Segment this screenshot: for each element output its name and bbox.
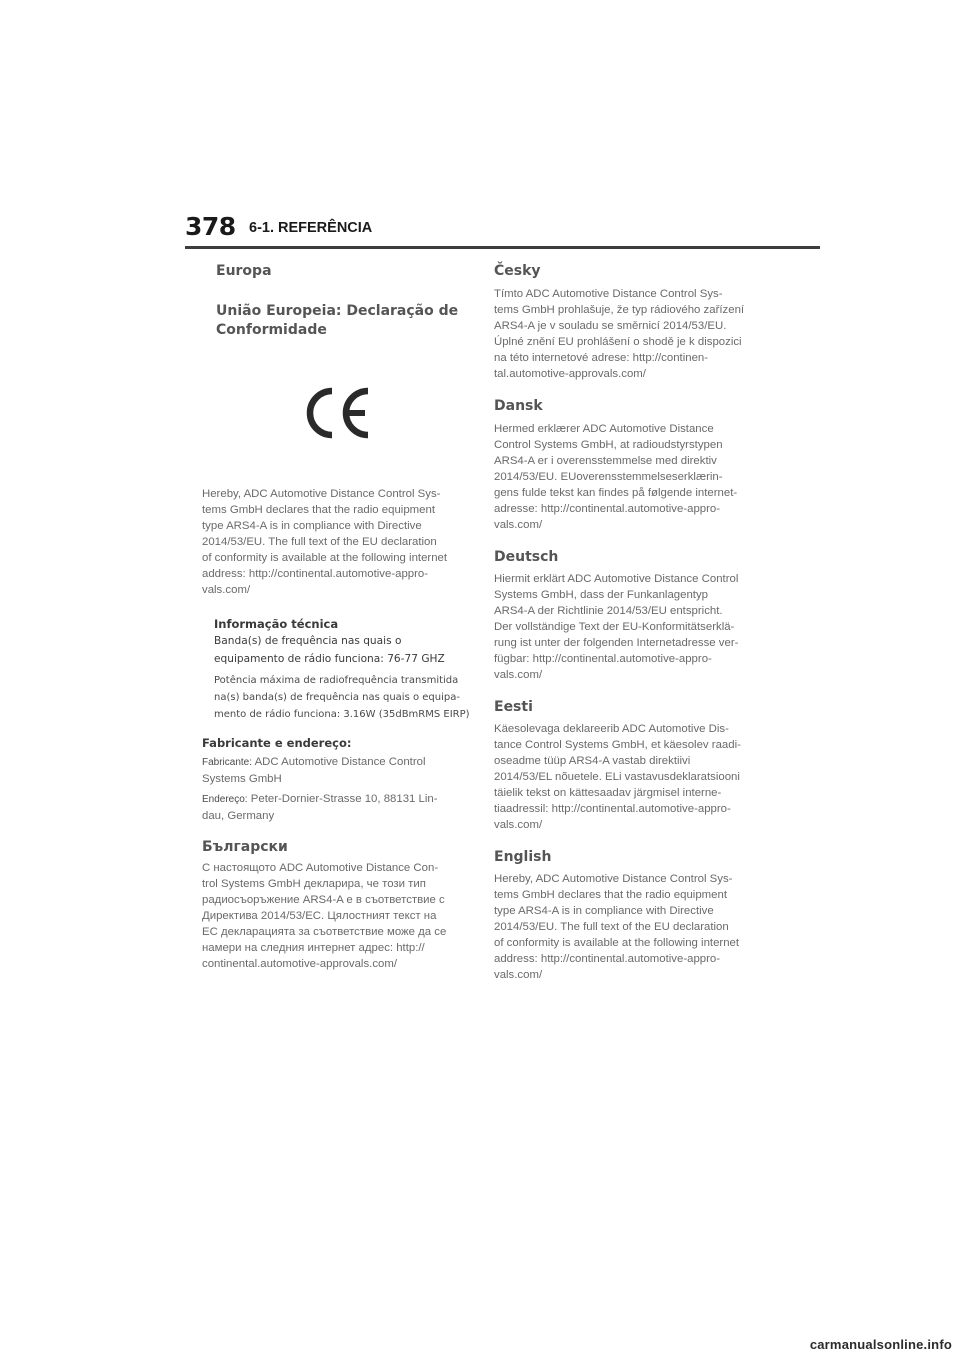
text-line: 2014/53/EL nõuetele. ELi vastavusdeklaratsiooni bbox=[494, 771, 740, 783]
text-line: equipamento de rádio funciona: 76-77 GHZ bbox=[214, 653, 445, 665]
text-line: täielik tekst on kättesaadav järgmisel interne- bbox=[494, 787, 722, 799]
declaration-text bbox=[202, 486, 470, 598]
heading-tech-info: Informação técnica bbox=[214, 617, 339, 631]
text-line: Директива 2014/53/ЕС. Цялостният текст на bbox=[202, 910, 437, 922]
heading-czech: Česky bbox=[494, 263, 541, 279]
text-line: Hiermit erklärt ADC Automotive Distance Control bbox=[494, 573, 739, 585]
text-line: mento de rádio funciona: 3.16W (35dBmRMS EIRP) bbox=[214, 709, 470, 720]
text-line: of conformity is available at the following internet bbox=[202, 552, 448, 564]
text-line: ЕС декларацията за съответствие може да се bbox=[202, 926, 447, 938]
text-line: fügbar: http://continental.automotive-appro- bbox=[494, 653, 712, 665]
text-line: С настоящото ADC Automotive Distance Con- bbox=[202, 862, 439, 874]
heading-bulgarian: Български bbox=[202, 839, 288, 855]
text-line: oseadme tüüp ARS4-A vastab direktiivi bbox=[494, 755, 691, 767]
czech-text bbox=[494, 286, 762, 382]
text-line: Käesolevaga deklareerib ADC Automotive Dis- bbox=[494, 723, 729, 735]
text-line: Systems GmbH, dass der Funkanlagentyp bbox=[494, 589, 708, 601]
german-text bbox=[494, 571, 762, 683]
text-line: na této internetové adrese: http://continen- bbox=[494, 352, 709, 364]
text-line: 2014/53/EU. The full text of the EU declaration bbox=[494, 921, 729, 933]
text-line: type ARS4-A is in compliance with Directive bbox=[494, 905, 714, 917]
text-line: tal.automotive-approvals.com/ bbox=[494, 368, 646, 380]
manufacturer-value-line2: Systems GmbH bbox=[202, 773, 282, 785]
section-title: 6-1. REFERÊNCIA bbox=[249, 220, 373, 236]
text-line: tems GmbH declares that the radio equipment bbox=[494, 889, 727, 901]
text-line: vals.com/ bbox=[494, 669, 543, 681]
text-line: Tímto ADC Automotive Distance Control Sys- bbox=[494, 288, 723, 300]
left-column bbox=[202, 262, 470, 972]
text-line: Úplné znění EU prohlášení o shodě je k dispozici bbox=[494, 336, 742, 348]
right-column bbox=[494, 262, 762, 983]
manufacturer-value: ADC Automotive Distance Control bbox=[252, 756, 426, 768]
text-line: tems GmbH declares that the radio equipment bbox=[202, 504, 435, 516]
tech-power bbox=[214, 672, 470, 723]
text-line: address: http://continental.automotive-appro- bbox=[202, 568, 429, 580]
text-line: ARS4-A der Richtlinie 2014/53/EU entspricht. bbox=[494, 605, 723, 617]
text-line: vals.com/ bbox=[494, 519, 543, 531]
text-line: Hermed erklærer ADC Automotive Distance bbox=[494, 423, 714, 435]
text-line: vals.com/ bbox=[494, 819, 543, 831]
address-label: Endereço: bbox=[202, 794, 248, 805]
text-line: vals.com/ bbox=[494, 969, 543, 981]
text-line: trol Systems GmbH декларира, че този тип bbox=[202, 878, 426, 890]
heading-danish: Dansk bbox=[494, 398, 543, 414]
text-line: ARS4-A je v souladu se směrnicí 2014/53/EU. bbox=[494, 320, 727, 332]
heading-estonian: Eesti bbox=[494, 699, 533, 715]
text-line: vals.com/ bbox=[202, 584, 251, 596]
estonian-text bbox=[494, 721, 762, 833]
manufacturer-label: Fabricante: bbox=[202, 757, 253, 768]
ce-mark-icon bbox=[304, 386, 374, 440]
watermark: carmanualsonline.info bbox=[809, 1337, 952, 1352]
text-line: Der vollständige Text der EU-Konformitätserklä- bbox=[494, 621, 735, 633]
address-line bbox=[202, 791, 470, 808]
header-rule bbox=[185, 246, 820, 249]
manufacturer-line bbox=[202, 754, 470, 771]
heading-english: English bbox=[494, 849, 552, 865]
text-line: address: http://continental.automotive-appro- bbox=[494, 953, 721, 965]
text-line: Control Systems GmbH, at radioudstyrstypen bbox=[494, 439, 723, 451]
bulgarian-text bbox=[202, 860, 470, 972]
text-line: Hereby, ADC Automotive Distance Control Sys- bbox=[494, 873, 733, 885]
heading-german: Deutsch bbox=[494, 549, 559, 565]
text-line: na(s) banda(s) de frequência nas quais o equipa- bbox=[214, 692, 460, 703]
tech-band bbox=[214, 632, 470, 668]
text-line: 2014/53/EU. The full text of the EU declaration bbox=[202, 536, 437, 548]
text-line: радиосъоръжение ARS4-A е в съответствие с bbox=[202, 894, 445, 906]
heading-eu-declaration-line1: União Europeia: Declaração de bbox=[216, 303, 459, 319]
text-line: Hereby, ADC Automotive Distance Control Sys- bbox=[202, 488, 441, 500]
heading-manufacturer: Fabricante e endereço: bbox=[202, 736, 352, 750]
page-header bbox=[185, 212, 820, 248]
text-line: rung ist unter der folgenden Internetadresse ver- bbox=[494, 637, 739, 649]
text-line: continental.automotive-approvals.com/ bbox=[202, 958, 398, 970]
text-line: ARS4-A er i overensstemmelse med direktiv bbox=[494, 455, 717, 467]
address-value: Peter-Dornier-Strasse 10, 88131 Lin- bbox=[247, 793, 438, 805]
text-line: adresse: http://continental.automotive-appro- bbox=[494, 503, 721, 515]
english-text bbox=[494, 871, 762, 983]
heading-europa: Europa bbox=[216, 263, 272, 279]
text-line: type ARS4-A is in compliance with Directive bbox=[202, 520, 422, 532]
text-line: намери на следния интернет адрес: http:// bbox=[202, 942, 425, 954]
heading-eu-declaration-line2: Conformidade bbox=[216, 322, 327, 338]
text-line: Banda(s) de frequência nas quais o bbox=[214, 635, 402, 647]
text-line: Potência máxima de radiofrequência transmitida bbox=[214, 675, 459, 686]
address-value-line2: dau, Germany bbox=[202, 810, 275, 822]
text-line: of conformity is available at the following internet bbox=[494, 937, 740, 949]
text-line: tems GmbH prohlašuje, že typ rádiového zařízení bbox=[494, 304, 745, 316]
text-line: 2014/53/EU. EUoverensstemmelseserklærin- bbox=[494, 471, 723, 483]
text-line: tiaadressil: http://continental.automotive-appro- bbox=[494, 803, 731, 815]
danish-text bbox=[494, 421, 762, 533]
text-line: tance Control Systems GmbH, et käesolev raadi- bbox=[494, 739, 741, 751]
text-line: gens fulde tekst kan findes på følgende internet- bbox=[494, 487, 738, 499]
page-number: 378 bbox=[185, 212, 236, 241]
